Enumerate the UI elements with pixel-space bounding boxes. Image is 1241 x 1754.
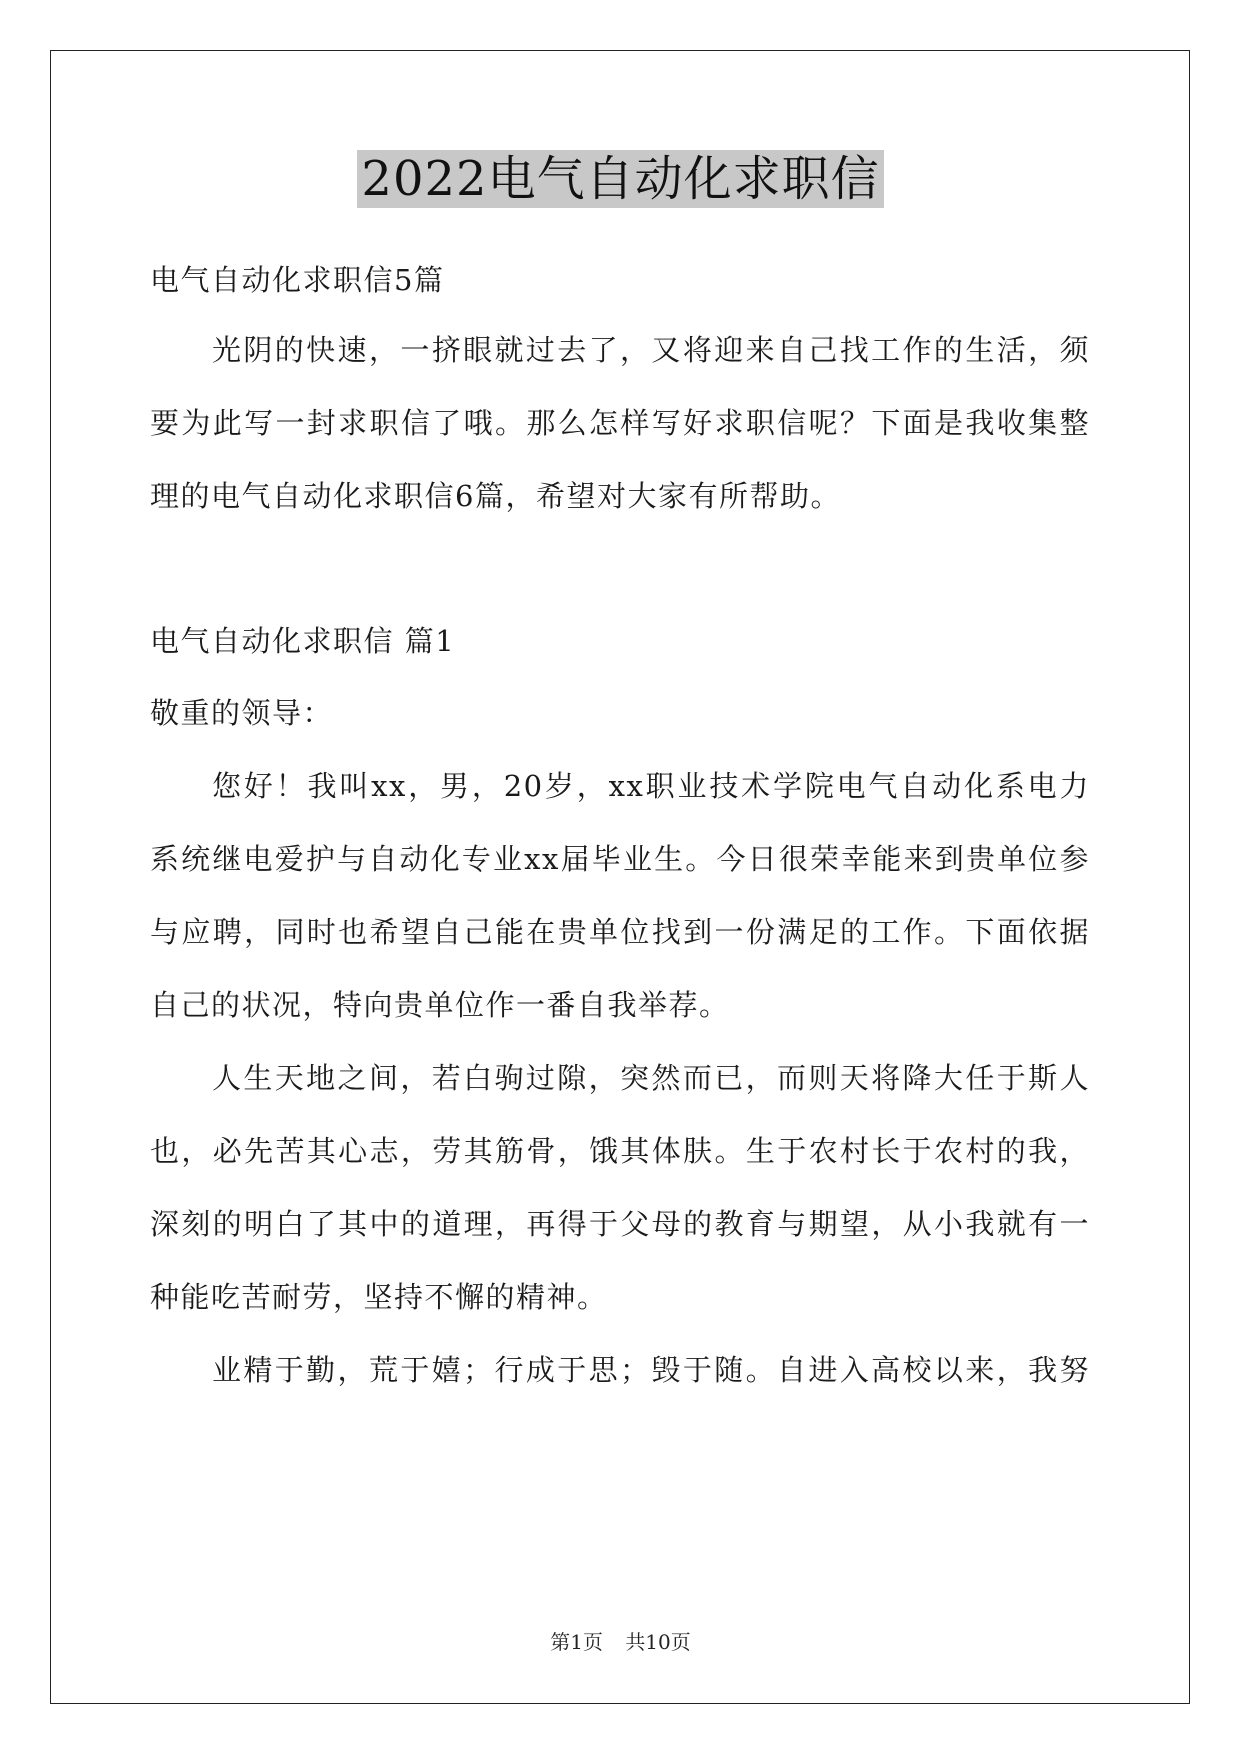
page-footer — [0, 1630, 1241, 1654]
title-container — [0, 150, 1241, 208]
page-border — [50, 50, 1190, 1704]
salutation: 敬重的领导： — [150, 696, 334, 730]
intro-line: 理的电气自动化求职信6篇，希望对大家有所帮助。 — [150, 479, 841, 513]
page-total: 共10页 — [625, 1630, 691, 1654]
intro-line: 光阴的快速，一挤眼就过去了，又将迎来自己找工作的生活，须 — [212, 333, 1090, 367]
paragraph-line: 人生天地之间，若白驹过隙，突然而已，而则天将降大任于斯人 — [212, 1061, 1090, 1095]
paragraph-line: 您好！我叫xx，男，20岁，xx职业技术学院电气自动化系电力 — [212, 769, 1090, 803]
intro-line: 要为此写一封求职信了哦。那么怎样写好求职信呢？下面是我收集整 — [150, 406, 1090, 440]
paragraph-line: 深刻的明白了其中的道理，再得于父母的教育与期望，从小我就有一 — [150, 1207, 1090, 1241]
section-heading: 电气自动化求职信 篇1 — [150, 624, 456, 658]
paragraph-line: 与应聘，同时也希望自己能在贵单位找到一份满足的工作。下面依据 — [150, 915, 1090, 949]
paragraph-line: 种能吃苦耐劳，坚持不懈的精神。 — [150, 1280, 608, 1314]
paragraph-line: 业精于勤，荒于嬉；行成于思；毁于随。自进入高校以来，我努 — [212, 1353, 1090, 1387]
document-subtitle: 电气自动化求职信5篇 — [150, 263, 445, 297]
document-title: 2022电气自动化求职信 — [357, 150, 883, 208]
paragraph-line: 也，必先苦其心志，劳其筋骨，饿其体肤。生于农村长于农村的我， — [150, 1134, 1090, 1168]
page-number: 第1页 — [550, 1630, 603, 1654]
paragraph-line: 自己的状况，特向贵单位作一番自我举荐。 — [150, 988, 730, 1022]
paragraph-line: 系统继电爱护与自动化专业xx届毕业生。今日很荣幸能来到贵单位参 — [150, 842, 1090, 876]
